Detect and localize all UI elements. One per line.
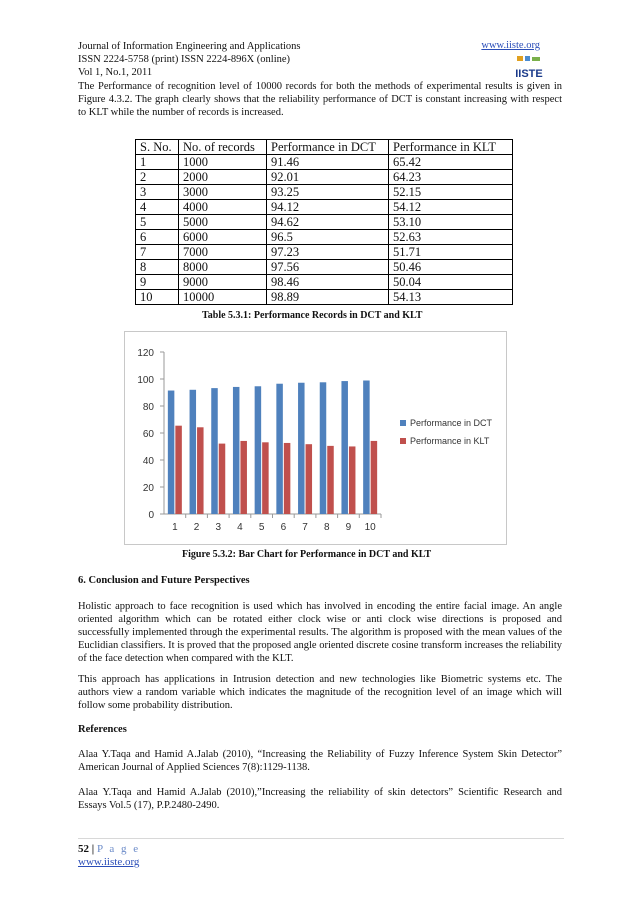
bar-dct [363,380,370,514]
cell-sno: 2 [136,170,179,185]
cell-dct: 94.12 [267,200,389,215]
x-tick-label: 4 [237,522,243,533]
conclusion-paragraph-2: This approach has applications in Intrusion detection and new technologies like Biometric systems etc. The authors view a random variable which indicates the magnitude of the recognition level of an image which will follow some probability distribution. [78,674,562,711]
cell-sno: 1 [136,155,179,170]
table-row [136,245,513,260]
bar-klt [240,441,247,514]
intro-paragraph: The Performance of recognition level of 10000 records for both the methods of experimental results is given in Figure 4.3.2. The graph clearly shows that the reliability performance of DCT is constant increasing with respect to KLT while the number of records is increased. [78,81,562,118]
y-tick-label: 120 [137,348,154,359]
cell-sno: 3 [136,185,179,200]
table-header-row [136,140,513,155]
table-row [136,200,513,215]
cell-dct: 98.46 [267,275,389,290]
x-tick-label: 7 [302,522,308,533]
bar-dct [190,390,197,514]
table-row [136,170,513,185]
cell-records: 5000 [179,215,267,230]
table-row [136,230,513,245]
cell-klt: 50.04 [389,275,513,290]
cell-dct: 91.46 [267,155,389,170]
cell-klt: 52.15 [389,185,513,200]
volume-line: Vol 1, No.1, 2011 [78,67,153,78]
table-row [136,215,513,230]
cell-dct: 92.01 [267,170,389,185]
table-row [136,290,513,305]
cell-sno: 10 [136,290,179,305]
page-separator: | [89,843,97,855]
table-caption: Table 5.3.1: Performance Records in DCT and KLT [202,310,423,321]
cell-records: 9000 [179,275,267,290]
cell-records: 1000 [179,155,267,170]
cell-sno: 6 [136,230,179,245]
table-row [136,275,513,290]
bar-dct [320,382,327,514]
y-tick-label: 100 [137,375,154,386]
reference-2: Alaa Y.Taqa and Hamid A.Jalab (2010),”Increasing the reliability of skin detectors” Scientific Research and Essays Vol.5 (17), P.P.2480-2490. [78,787,562,811]
cell-klt: 52.63 [389,230,513,245]
cell-dct: 97.23 [267,245,389,260]
table-row [136,155,513,170]
cell-klt: 65.42 [389,155,513,170]
legend-label-klt: Performance in KLT [410,436,490,446]
bar-klt [284,443,291,514]
bar-klt [175,426,182,514]
legend-swatch-dct [400,420,406,426]
footer-divider [78,838,564,839]
y-tick-label: 80 [142,402,154,413]
cell-klt: 54.13 [389,290,513,305]
cell-records: 10000 [179,290,267,305]
table-row [136,185,513,200]
conclusion-paragraph-1: Holistic approach to face recognition is used which has involved in encoding the entire facial image. An angle oriented algorithm which can be rotated either clock wise or anti clock wise directions is proposed and successfully implemented through the experimental results. The algorithm is proposed with the mean values of the Euclidian classifiers. It is proved that the proposed angle oriented discrete cosine transform increases the reliability of the face detection when compared with the KLT. [78,601,562,664]
x-tick-label: 3 [215,522,222,533]
cell-klt: 53.10 [389,215,513,230]
cell-dct: 98.89 [267,290,389,305]
x-tick-label: 2 [193,522,200,533]
section-heading: 6. Conclusion and Future Perspectives [78,575,250,586]
bar-chart-svg [125,332,506,544]
cell-records: 4000 [179,200,267,215]
x-tick-label: 5 [258,522,265,533]
cell-sno: 9 [136,275,179,290]
cell-sno: 4 [136,200,179,215]
bar-chart [124,331,507,545]
issn-line: ISSN 2224-5758 (print) ISSN 2224-896X (online) [78,54,291,65]
cell-records: 3000 [179,185,267,200]
cell-dct: 97.56 [267,260,389,275]
bar-klt [371,441,378,514]
cell-sno: 8 [136,260,179,275]
x-tick-label: 1 [172,522,178,533]
journal-title: Journal of Information Engineering and Applications [78,41,301,52]
bar-dct [255,386,262,514]
cell-records: 8000 [179,260,267,275]
bar-klt [262,442,269,514]
header-klt: Performance in KLT [389,140,513,155]
iiste-logo [515,54,543,80]
cell-dct: 93.25 [267,185,389,200]
bar-klt [349,446,356,514]
bar-klt [219,444,226,514]
bar-dct [233,387,240,514]
cell-records: 6000 [179,230,267,245]
reference-1: Alaa Y.Taqa and Hamid A.Jalab (2010), “Increasing the Reliability of Fuzzy Inference System Skin Detector” American Journal of Applied Sciences 7(8):1129-1138. [78,749,562,773]
bar-dct [168,391,175,514]
performance-table [135,139,513,305]
cell-dct: 96.5 [267,230,389,245]
cell-klt: 51.71 [389,245,513,260]
header-url-link[interactable]: www.iiste.org [481,40,540,51]
y-tick-label: 60 [142,429,154,440]
table-row [136,260,513,275]
cell-klt: 54.12 [389,200,513,215]
cell-sno: 7 [136,245,179,260]
footer-url-link[interactable]: www.iiste.org [78,856,140,868]
y-tick-label: 20 [142,483,154,494]
bar-dct [276,384,283,514]
header-records: No. of records [179,140,267,155]
y-tick-label: 0 [148,510,154,521]
page-number [78,843,140,855]
cell-dct: 94.62 [267,215,389,230]
cell-klt: 64.23 [389,170,513,185]
bar-klt [306,444,313,514]
bar-dct [341,381,348,514]
page-number-value: 52 [78,843,89,855]
header-dct: Performance in DCT [267,140,389,155]
page-word: P a g e [96,843,141,855]
x-tick-label: 10 [364,522,376,533]
x-tick-label: 9 [345,522,352,533]
y-tick-label: 40 [142,456,154,467]
bar-dct [298,383,305,514]
header-sno: S. No. [136,140,179,155]
logo-text: IISTE [515,68,543,80]
bar-klt [327,446,334,514]
references-heading: References [78,724,127,735]
x-tick-label: 6 [280,522,287,533]
legend-label-dct: Performance in DCT [410,418,493,428]
x-tick-label: 8 [323,522,330,533]
cell-records: 2000 [179,170,267,185]
bar-klt [197,427,204,514]
bar-dct [211,388,218,514]
figure-caption: Figure 5.3.2: Bar Chart for Performance in DCT and KLT [182,549,432,560]
cell-klt: 50.46 [389,260,513,275]
cell-sno: 5 [136,215,179,230]
legend-swatch-klt [400,438,406,444]
cell-records: 7000 [179,245,267,260]
